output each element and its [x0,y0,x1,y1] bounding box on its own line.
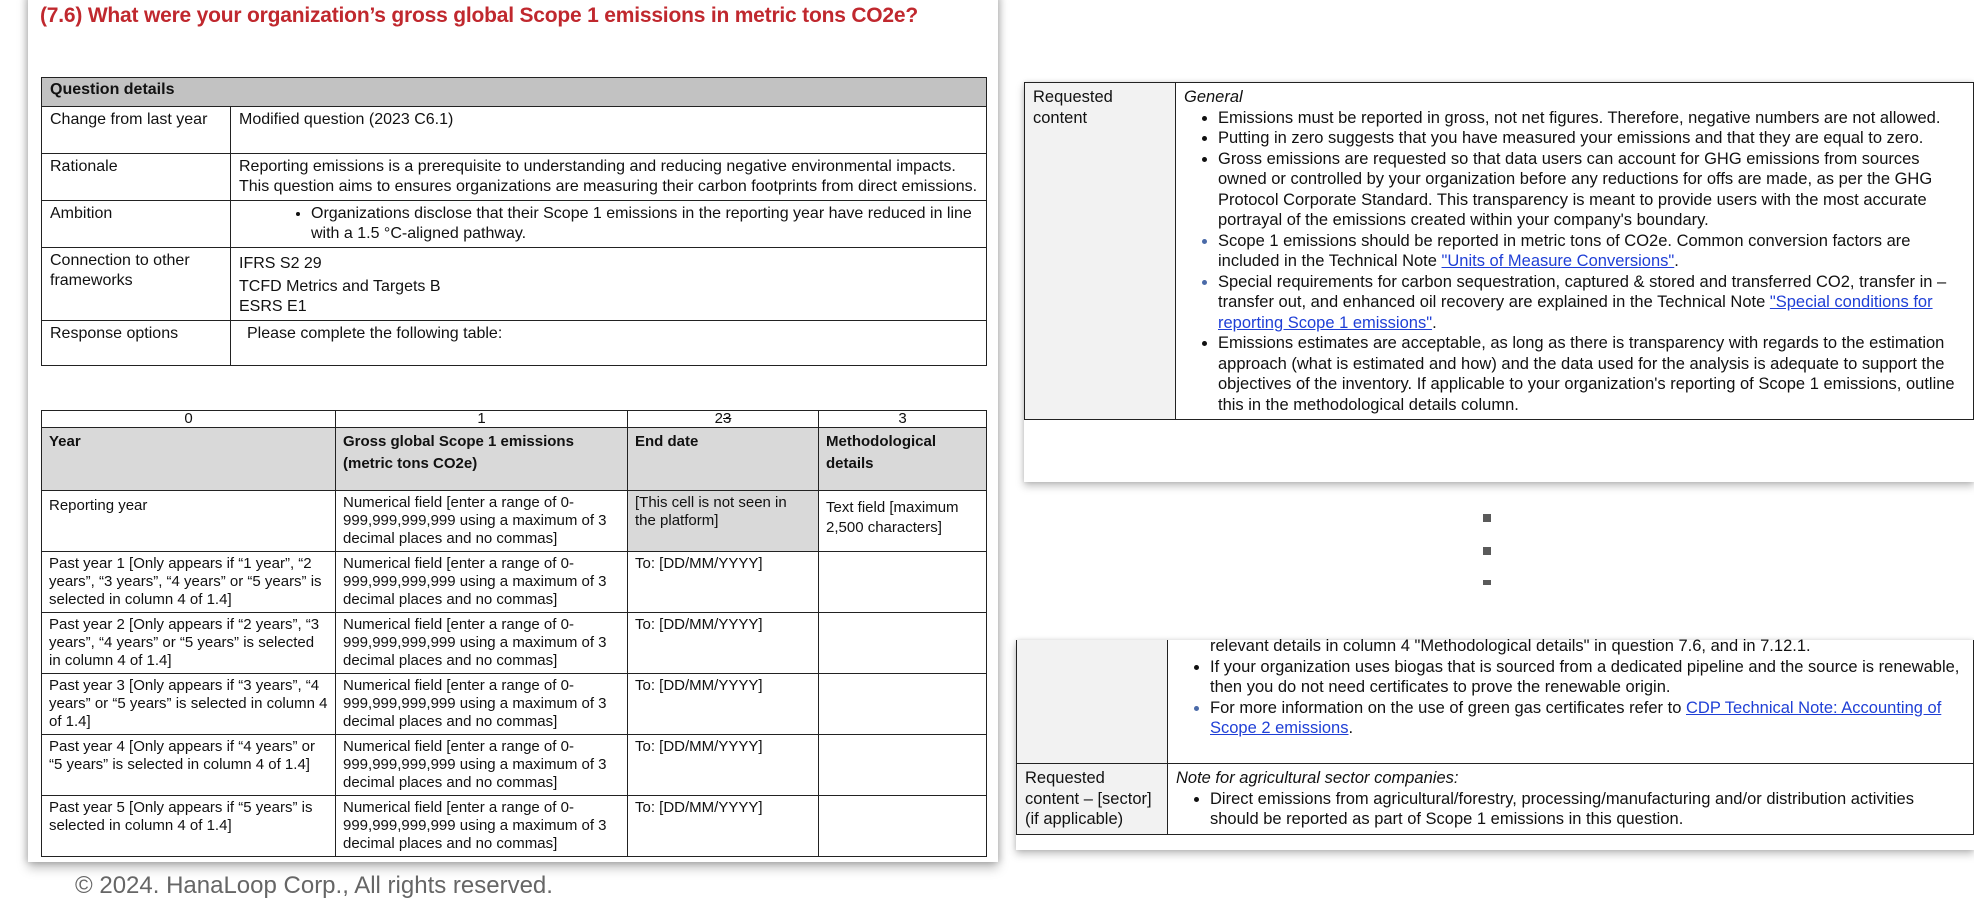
separator-dot [1483,514,1491,522]
bullet-item: • For more information on the use of green gas certificates refer to CDP Technical Note: Accounting of Scope 2 emissions. [1210,698,1965,739]
continued-label-cell [1017,640,1168,764]
table-row [42,613,987,674]
continued-body [1168,637,1974,764]
requested-content-panel [1024,82,1974,482]
cell-method [819,674,987,735]
cell-emissions: Numerical field [enter a range of 0-999,999,999,999 using a maximum of 3 decimal places and no commas] [336,552,628,613]
scope2-technical-note-link[interactable]: CDP Technical Note: Accounting of Scope 2 emissions [1210,698,1942,737]
cell-end-date: [This cell is not seen in the platform] [628,491,819,552]
response-table [41,410,987,857]
separator-dot [1483,580,1491,585]
table-row [42,321,987,366]
cell-year: Past year 2 [Only appears if “2 years”, “3 years”, “4 years” or “5 years” is selected in column 4 of 1.4] [42,613,336,674]
requested-content-table [1024,82,1974,420]
column-header-end-date: End date [628,428,819,491]
framework-line: ESRS E1 [239,298,307,315]
table-row [42,552,987,613]
continued-content-panel [1016,637,1974,850]
requested-content-body [1176,83,1974,420]
bullet-item: • Special requirements for carbon sequestration, captured & stored and transferred CO2, transfer in – transfer out, and enhanced oil recovery are explained in the Technical Note "Special conditions for reporting Scope 1 emissions". [1218,272,1965,334]
bullet-item: • Gross emissions are requested so that data users can account for GHG emissions from sources owned or controlled by your organization before any reductions for offs are made, as per the GHG Protocol Corporate Standard. This transparency is meant to provide users with the most accurate portrayal of the emissions created within your company's boundary. [1218,149,1965,231]
cell-method [819,735,987,796]
bullet-item: • Putting in zero suggests that you have measured your emissions and that they are equal to zero. [1218,128,1965,149]
cell-method [819,552,987,613]
table-row [42,201,987,248]
row-value [231,201,987,248]
row-label: Ambition [42,201,231,248]
cell-method: Text field [maximum 2,500 characters] [819,491,987,552]
document-page-left [28,0,998,862]
requested-content-label: Requested content [1025,83,1176,420]
column-number: 0 [42,411,336,428]
column-number: 3 [819,411,987,428]
column-header-year: Year [42,428,336,491]
column-header-method: Methodological details [819,428,987,491]
bullet-item: • Direct emissions from agricultural/forestry, processing/manufacturing and/or distribution activities should be reported as part of Scope 1 emissions in this question. [1210,789,1965,830]
copyright-footer: © 2024. HanaLoop Corp., All rights reserved. [75,872,553,899]
separator-dot [1483,547,1491,555]
table-row [42,248,987,321]
cell-year: Past year 1 [Only appears if “1 year”, “2 years”, “3 years”, “4 years” or “5 years” is selected in column 4 of 1.4] [42,552,336,613]
units-conversion-link[interactable]: "Units of Measure Conversions" [1441,252,1675,270]
question-title: (7.6) What were your organization’s gross global Scope 1 emissions in metric tons CO2e? [40,4,919,27]
cell-emissions: Numerical field [enter a range of 0-999,999,999,999 using a maximum of 3 decimal places and no commas] [336,796,628,857]
cell-emissions: Numerical field [enter a range of 0-999,999,999,999 using a maximum of 3 decimal places and no commas] [336,735,628,796]
table-row [42,796,987,857]
cell-year: Reporting year [42,491,336,552]
cell-end-date: To: [DD/MM/YYYY] [628,552,819,613]
table-row [42,674,987,735]
continued-content-table [1016,637,1974,835]
row-label: Rationale [42,154,231,201]
bullet-item: • If your organization uses biogas that is sourced from a dedicated pipeline and the source is renewable, then you do not need certificates to prove the renewable origin. [1210,657,1965,698]
general-subheading: General [1184,88,1243,106]
bullet-item: • Scope 1 emissions should be reported in metric tons of CO2e. Common conversion factors are included in the Technical Note "Units of Measure Conversions". [1218,231,1965,272]
cell-end-date: To: [DD/MM/YYYY] [628,674,819,735]
table-row [42,491,987,552]
cell-year: Past year 3 [Only appears if “3 years”, “4 years” or “5 years” is selected in column 4 of 1.4] [42,674,336,735]
question-details-table [41,77,987,366]
cell-year: Past year 5 [Only appears if “5 years” is selected in column 4 of 1.4] [42,796,336,857]
column-header-row [42,428,987,491]
bullet-item: • Emissions must be reported in gross, not net figures. Therefore, negative numbers are not allowed. [1218,108,1965,129]
special-conditions-link[interactable]: "Special conditions for reporting Scope 1 emissions" [1218,293,1933,332]
table-row [42,735,987,796]
cell-year: Past year 4 [Only appears if “4 years” or “5 years” is selected in column 4 of 1.4] [42,735,336,796]
agri-note-heading: Note for agricultural sector companies: [1176,769,1459,787]
cell-emissions: Numerical field [enter a range of 0-999,999,999,999 using a maximum of 3 decimal places and no commas] [336,674,628,735]
column-number: 23 [628,411,819,428]
row-value: Reporting emissions is a prerequisite to understanding and reducing negative environmental impacts. This question aims to ensures organizations are measuring their carbon footprints from direct emissions. [231,154,987,201]
row-label: Response options [42,321,231,366]
column-number-row [42,411,987,428]
bullet-item: • Emissions estimates are acceptable, as long as there is transparency with regards to the estimation approach (what is estimated and how) and the data used for the analysis is adequate to support the objectives of the inventory. If applicable to your organization's reporting of Scope 1 emissions, outline this in the methodological details column. [1218,333,1965,415]
cell-end-date: To: [DD/MM/YYYY] [628,796,819,857]
row-value: Please complete the following table: [231,321,987,366]
cell-end-date: To: [DD/MM/YYYY] [628,613,819,674]
question-details-header: Question details [42,78,987,107]
cell-emissions: Numerical field [enter a range of 0-999,999,999,999 using a maximum of 3 decimal places and no commas] [336,613,628,674]
ambition-bullet: • Organizations disclose that their Scope 1 emissions in the reporting year have reduced in line with a 1.5 °C-aligned pathway. [311,204,978,244]
table-row [42,107,987,154]
table-row [42,154,987,201]
row-value: Modified question (2023 C6.1) [231,107,987,154]
partial-line: relevant details in column 4 "Methodological details" in question 7.6, and in 7.12.1. [1210,637,1811,655]
cell-emissions: Numerical field [enter a range of 0-999,999,999,999 using a maximum of 3 decimal places and no commas] [336,491,628,552]
cell-method [819,613,987,674]
framework-line: TCFD Metrics and Targets B [239,278,441,295]
cell-end-date: To: [DD/MM/YYYY] [628,735,819,796]
column-header-emissions: Gross global Scope 1 emissions (metric tons CO2e) [336,428,628,491]
cell-method [819,796,987,857]
framework-line: IFRS S2 29 [239,255,322,272]
row-label: Connection to other frameworks [42,248,231,321]
column-number: 1 [336,411,628,428]
row-label: Change from last year [42,107,231,154]
sector-content-label: Requested content – [sector] (if applicable) [1017,764,1168,835]
row-value [231,248,987,321]
sector-content-body [1168,764,1974,835]
